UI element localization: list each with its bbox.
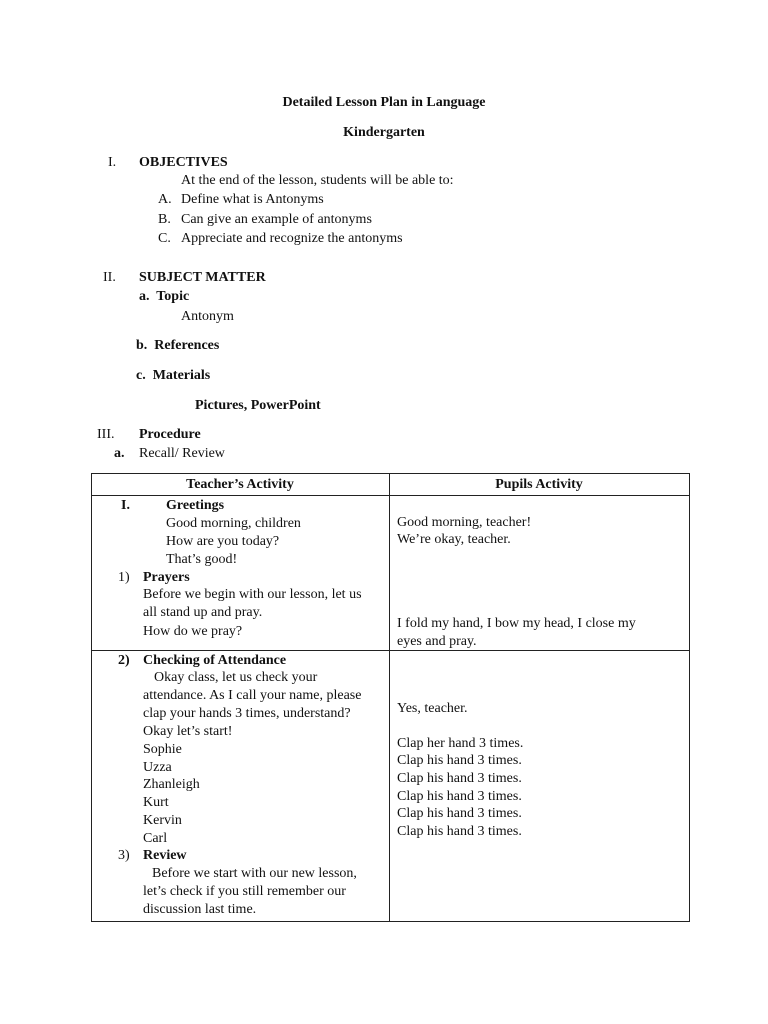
greeting-line: That’s good!: [166, 552, 238, 567]
student-name: Uzza: [143, 760, 172, 775]
document-subtitle: Kindergarten: [343, 125, 425, 140]
subject-matter-number: II.: [103, 270, 116, 285]
document-title: Detailed Lesson Plan in Language: [282, 95, 486, 110]
student-name: Kurt: [143, 795, 169, 810]
review-heading: Review: [143, 848, 187, 863]
objective-letter-c: C.: [158, 231, 171, 246]
objective-text-a: Define what is Antonyms: [181, 192, 324, 207]
procedure-number: III.: [97, 427, 115, 442]
table-header-divider: [91, 495, 689, 496]
attendance-number: 2): [118, 653, 130, 668]
greetings-heading: Greetings: [166, 498, 225, 513]
attendance-line: Okay class, let us check your: [154, 670, 318, 685]
review-line: Before we start with our new lesson,: [152, 866, 357, 881]
pupil-prayer-response: eyes and pray.: [397, 634, 477, 649]
greetings-number: I.: [121, 498, 130, 513]
student-name: Kervin: [143, 813, 182, 828]
header-teacher-activity: Teacher’s Activity: [186, 477, 294, 492]
prayers-heading: Prayers: [143, 570, 190, 585]
pupil-yes-response: Yes, teacher.: [397, 701, 468, 716]
procedure-sub-text: Recall/ Review: [139, 446, 225, 461]
attendance-heading: Checking of Attendance: [143, 653, 287, 668]
references-label: b. References: [136, 338, 220, 353]
pupil-prayer-response: I fold my hand, I bow my head, I close my: [397, 616, 636, 631]
objective-text-b: Can give an example of antonyms: [181, 212, 372, 227]
objectives-heading: OBJECTIVES: [139, 155, 228, 170]
pupil-clap-response: Clap his hand 3 times.: [397, 806, 522, 821]
prayers-line: all stand up and pray.: [143, 605, 263, 620]
objective-letter-b: B.: [158, 212, 171, 227]
materials-value: Pictures, PowerPoint: [195, 398, 321, 413]
pupil-clap-response: Clap his hand 3 times.: [397, 824, 522, 839]
pupil-clap-response: Clap her hand 3 times.: [397, 736, 524, 751]
review-line: discussion last time.: [143, 902, 257, 917]
review-line: let’s check if you still remember our: [143, 884, 346, 899]
pupil-clap-response: Clap his hand 3 times.: [397, 753, 522, 768]
materials-label: c. Materials: [136, 368, 211, 383]
pupil-response: We’re okay, teacher.: [397, 532, 511, 547]
attendance-line: attendance. As I call your name, please: [143, 688, 362, 703]
attendance-line: Okay let’s start!: [143, 724, 233, 739]
procedure-heading: Procedure: [139, 427, 201, 442]
student-name: Sophie: [143, 742, 182, 757]
student-name: Carl: [143, 831, 168, 846]
objective-letter-a: A.: [158, 192, 172, 207]
header-pupils-activity: Pupils Activity: [495, 477, 583, 492]
pupil-response: Good morning, teacher!: [397, 515, 532, 530]
subject-matter-heading: SUBJECT MATTER: [139, 270, 266, 285]
student-name: Zhanleigh: [143, 777, 200, 792]
pupil-clap-response: Clap his hand 3 times.: [397, 771, 522, 786]
objectives-intro: At the end of the lesson, students will be able to:: [181, 173, 454, 188]
review-number: 3): [118, 848, 130, 863]
prayers-number: 1): [118, 570, 130, 585]
procedure-sub-letter: a.: [114, 446, 125, 461]
prayers-line: Before we begin with our lesson, let us: [143, 587, 362, 602]
attendance-line: clap your hands 3 times, understand?: [143, 706, 351, 721]
objectives-number: I.: [108, 155, 117, 170]
topic-value: Antonym: [181, 309, 234, 324]
pupil-clap-response: Clap his hand 3 times.: [397, 789, 522, 804]
table-row-divider: [91, 650, 689, 651]
topic-label: a. Topic: [139, 289, 190, 304]
table-column-divider: [389, 473, 390, 921]
greeting-line: How are you today?: [166, 534, 280, 549]
greeting-line: Good morning, children: [166, 516, 301, 531]
prayers-line: How do we pray?: [143, 624, 243, 639]
objective-text-c: Appreciate and recognize the antonyms: [181, 231, 403, 246]
